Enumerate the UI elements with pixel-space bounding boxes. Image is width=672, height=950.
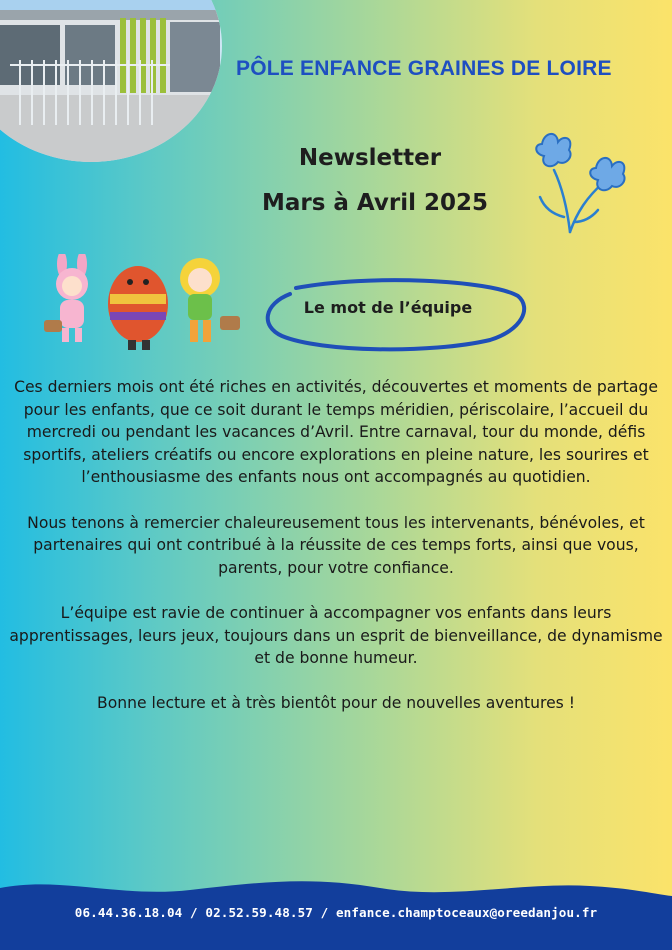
building-photo bbox=[0, 0, 222, 162]
footer-contact: 06.44.36.18.04 / 02.52.59.48.57 / enfance.champtoceaux@oreedanjou.fr bbox=[74, 905, 598, 920]
easter-kids-illustration bbox=[40, 254, 246, 352]
paragraph: L’équipe est ravie de continuer à accompagner vos enfants dans leurs apprentissages, leurs jeux, toujours dans un esprit de bienveillance, de dynamisme et de bonne humeur. bbox=[9, 603, 663, 668]
brand-title: PÔLE ENFANCE GRAINES DE LOIRE bbox=[236, 57, 612, 80]
paragraph: Ces derniers mois ont été riches en activités, découvertes et moments de partage pour les enfants, que ce soit durant le temps méridien, périscolaire, l’accueil du mercredi ou pendant les vacances d’Avril. Entre carnaval, tour du monde, défis sportifs, ateliers créatifs ou encore explorations en pleine nature, les sourires et l’enthousiasme des enfants nous ont accompagnés au quotidien. bbox=[14, 378, 658, 487]
newsletter-period: Mars à Avril 2025 bbox=[261, 190, 489, 216]
newsletter-title: Newsletter bbox=[298, 145, 442, 171]
editorial-text bbox=[4, 376, 668, 738]
flower-illustration bbox=[522, 122, 640, 240]
paragraph: Nous tenons à remercier chaleureusement tous les intervenants, bénévoles, et partenaires qui ont contribué à la réussite de ces temps forts, ainsi que vous, parents, pour votre confiance. bbox=[27, 513, 645, 577]
section-heading: Le mot de l’équipe bbox=[303, 298, 473, 317]
paragraph: Bonne lecture et à très bientôt pour de nouvelles aventures ! bbox=[97, 694, 575, 713]
